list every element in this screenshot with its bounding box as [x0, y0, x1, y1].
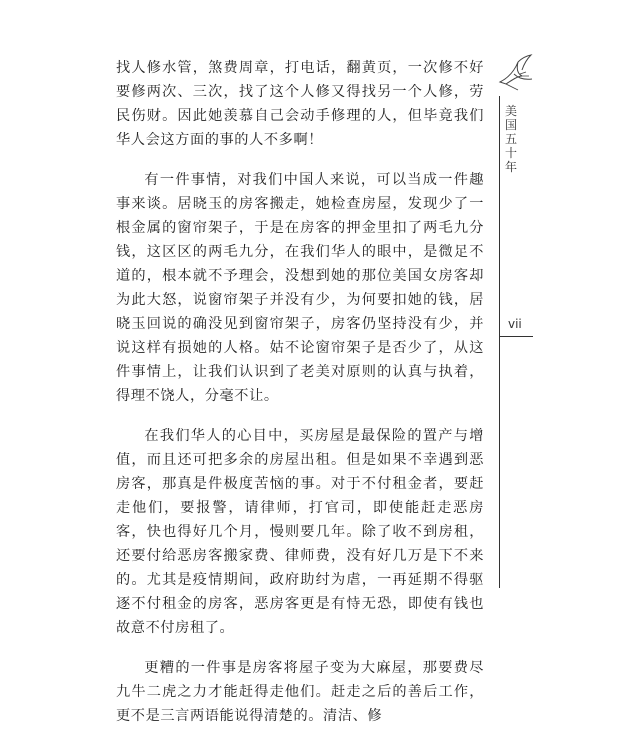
- page-number-underline: [499, 336, 533, 337]
- flying-bird-icon: [496, 52, 534, 92]
- paragraph-4: 更糟的一件事是房客将屋子变为大麻屋，那要费尽九牛二虎之力才能赶得走他们。赶走之后的善后工作，更不是三言两语能说得清楚的。清洁、修: [116, 660, 484, 724]
- running-header-title: 美国五十年: [505, 104, 518, 174]
- page-body: [116, 56, 484, 744]
- sidebar-divider-line: [499, 96, 500, 588]
- page-number: vii: [508, 317, 522, 331]
- paragraph-2: 有一件事情，对我们中国人来说，可以当成一件趣事来谈。居晓玉的房客搬走，她检查房屋，发现少了一根金属的窗帘架子，于是在房客的押金里扣了两毛九分钱，这区区的两毛九分，在我们华人的眼中，是微足不道的，根本就不予理会，没想到她的那位美国女房客却为此大怒，说窗帘架子并没有少，为何要扣她的钱，居晓玉回说的确没见到窗帘架子，房客仍坚持没有少，并说这样有损她的人格。姑不论窗帘架子是否少了，从这件事情上，让我们认识到了老美对原则的认真与执着，得理不饶人，分毫不让。: [116, 172, 484, 404]
- paragraph-1: 找人修水管，煞费周章，打电话，翻黄页，一次修不好要修两次、三次，找了这个人修又得找另一个人修，劳民伤财。因此她羡慕自己会动手修理的人，但毕竟我们华人会这方面的事的人不多啊！: [116, 60, 484, 148]
- running-header-sidebar: [494, 40, 540, 596]
- paragraph-3: 在我们华人的心目中，买房屋是最保险的置产与增值，而且还可把多余的房屋出租。但是如果不幸遇到恶房客，那真是件极度苦恼的事。对于不付租金者，要赶走他们，要报警，请律师，打官司，即使能赶走恶房客，快也得好几个月，慢则要几年。除了收不到房租，还要付给恶房客搬家费、律师费，没有好几万是下不来的。尤其是疫情期间，政府助纣为虐，一再延期不得驱逐不付租金的房客，恶房客更是有恃无恐，即使有钱也故意不付房租了。: [116, 428, 484, 636]
